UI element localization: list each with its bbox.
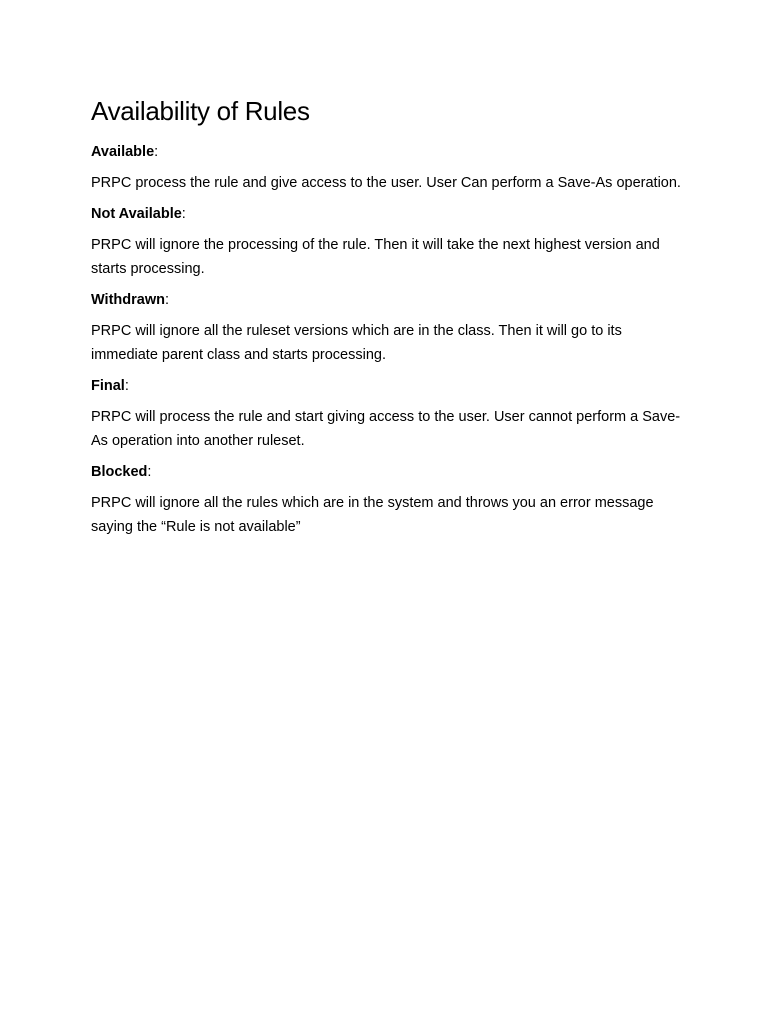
section-heading-colon: : xyxy=(147,464,152,480)
section-not-available xyxy=(91,204,698,281)
section-heading-colon: : xyxy=(124,378,129,394)
section-heading-text: Blocked xyxy=(91,464,148,480)
section-body: PRPC will ignore the processing of the rule. Then it will take the next highest version and starts processing. xyxy=(91,237,660,277)
section-final xyxy=(91,376,698,453)
section-body: PRPC will process the rule and start giving access to the user. User cannot perform a Save-As operation into another ruleset. xyxy=(91,409,681,449)
section-body: PRPC will ignore all the rules which are in the system and throws you an error message saying the “Rule is not available” xyxy=(91,495,654,535)
section-heading-text: Final xyxy=(91,378,125,394)
section-heading-colon: : xyxy=(154,144,159,160)
section-withdrawn xyxy=(91,290,698,367)
section-available xyxy=(91,142,698,195)
section-blocked xyxy=(91,462,698,539)
section-heading xyxy=(91,462,698,482)
section-heading-text: Available xyxy=(91,144,155,160)
document-title: Availability of Rules xyxy=(91,96,310,126)
section-heading-text: Not Available xyxy=(91,206,182,222)
section-body: PRPC process the rule and give access to the user. User Can perform a Save-As operation. xyxy=(91,175,681,191)
section-heading xyxy=(91,142,698,162)
section-heading-colon: : xyxy=(164,292,170,308)
section-heading-text: Withdrawn xyxy=(91,292,165,308)
section-body: PRPC will ignore all the ruleset versions which are in the class. Then it will go to its immediate parent class and starts processing. xyxy=(91,323,622,363)
section-heading-colon: : xyxy=(181,206,186,222)
section-heading xyxy=(91,376,698,396)
section-heading xyxy=(91,290,698,310)
section-heading xyxy=(91,204,698,224)
